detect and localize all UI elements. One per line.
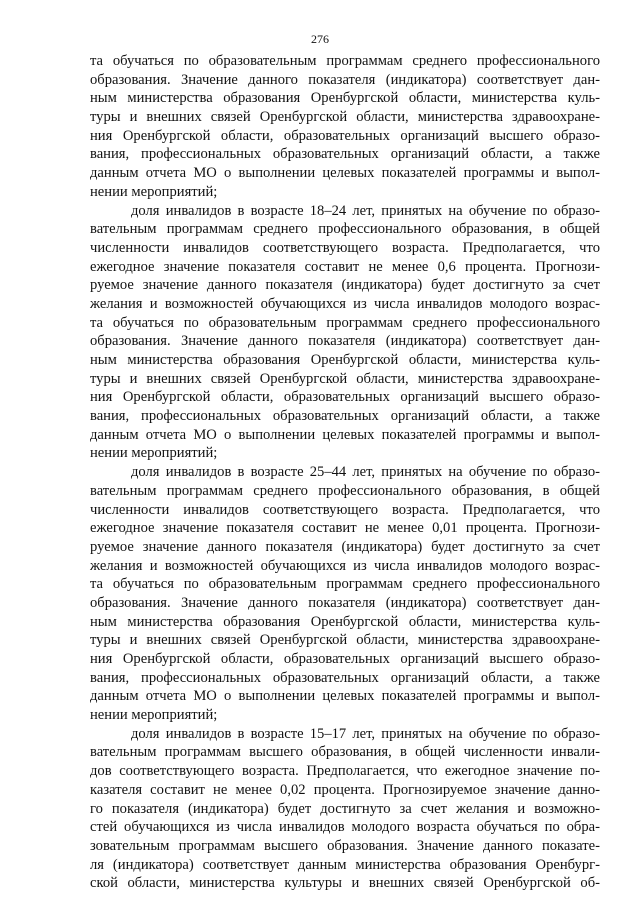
text-line: ния Оренбургской области, образовательных организаций высшего образо-	[90, 651, 600, 667]
paragraph-start-line: доля инвалидов в возрасте 15–17 лет, принятых на обучение по образо-	[131, 725, 600, 742]
text-line: численности инвалидов соответствующего возраста. Предполагается, что	[90, 501, 600, 518]
paragraph-start-line: доля инвалидов в возрасте 25–44 лет, принятых на обучение по образо-	[131, 464, 600, 481]
text-line: ным министерства образования Оренбургской области, министерства куль-	[90, 90, 600, 107]
text-line: та обучаться по образовательным программам среднего профессионального	[90, 576, 600, 593]
text-line: желания и возможностей обучающихся из числа инвалидов молодого возрас-	[90, 557, 600, 574]
text-line: стей обучающихся из числа инвалидов молодого возраста обучаться по обра-	[90, 819, 600, 836]
text-line: ской области, министерства культуры и внешних связей Оренбургской об-	[90, 875, 600, 892]
text-line: вательным программам высшего образования, в общей численности инвали-	[90, 744, 600, 761]
text-line: вания, профессиональных образовательных организаций области, а также	[90, 669, 600, 686]
text-line: дов соответствующего возраста. Предполагается, что ежегодное значение по-	[90, 763, 600, 780]
text-line: руемое значение данного показателя (индикатора) будет достигнуто за счет	[90, 277, 600, 294]
text-line: данным отчета МО о выполнении целевых показателей программы и выпол-	[90, 688, 600, 705]
text-line: ния Оренбургской области, образовательных организаций высшего образо-	[90, 389, 600, 406]
text-line: зовательным программам высшего образования. Значение данного показате-	[90, 837, 600, 854]
text-line: туры и внешних связей Оренбургской области, министерства здравоохране-	[90, 370, 600, 387]
text-line: вательным программам среднего профессионального образования, в общей	[90, 482, 600, 499]
text-line: данным отчета МО о выполнении целевых показателей программы и выпол-	[90, 426, 600, 443]
page-number: 276	[311, 32, 329, 46]
text-line: вания, профессиональных образовательных организаций области, а также	[90, 408, 600, 425]
text-line: ля (индикатора) соответствует данным министерства образования Оренбург-	[90, 856, 600, 873]
text-line: нении мероприятий;	[90, 707, 218, 724]
text-line: нении мероприятий;	[90, 445, 218, 462]
text-line: образования. Значение данного показателя (индикатора) соответствует дан-	[90, 594, 600, 611]
text-line: желания и возможностей обучающихся из числа инвалидов молодого возрас-	[90, 295, 600, 312]
text-line: данным отчета МО о выполнении целевых показателей программы и выпол-	[90, 165, 600, 182]
text-line: вательным программам среднего профессионального образования, в общей	[90, 221, 600, 238]
body-text	[90, 52, 600, 893]
text-line: вания, профессиональных образовательных организаций области, а также	[90, 146, 600, 163]
text-line: ежегодное значение показателя составит не менее 0,6 процента. Прогнози-	[90, 258, 600, 275]
paragraph-start-line: доля инвалидов в возрасте 18–24 лет, принятых на обучение по образо-	[131, 202, 600, 219]
text-line: ным министерства образования Оренбургской области, министерства куль-	[90, 613, 600, 630]
text-line: численности инвалидов соответствующего возраста. Предполагается, что	[90, 239, 600, 256]
text-line: нении мероприятий;	[90, 183, 218, 200]
text-line: ния Оренбургской области, образовательных организаций высшего образо-	[90, 127, 600, 144]
text-line: та обучаться по образовательным программам среднего профессионального	[90, 53, 600, 69]
text-line: казателя составит не менее 0,02 процента. Прогнозируемое значение данно-	[90, 781, 600, 798]
text-line: туры и внешних связей Оренбургской области, министерства здравоохране-	[90, 109, 600, 126]
text-line: ным министерства образования Оренбургской области, министерства куль-	[90, 352, 600, 368]
text-line: та обучаться по образовательным программам среднего профессионального	[90, 314, 600, 331]
text-line: го показателя (индикатора) будет достигнуто за счет желания и возможно-	[90, 800, 600, 817]
text-line: туры и внешних связей Оренбургской области, министерства здравоохране-	[90, 632, 600, 649]
text-line: руемое значение данного показателя (индикатора) будет достигнуто за счет	[90, 538, 600, 555]
text-line: образования. Значение данного показателя (индикатора) соответствует дан-	[90, 71, 600, 88]
text-line: ежегодное значение показателя составит не менее 0,01 процента. Прогнози-	[90, 520, 600, 537]
text-line: образования. Значение данного показателя (индикатора) соответствует дан-	[90, 333, 600, 350]
